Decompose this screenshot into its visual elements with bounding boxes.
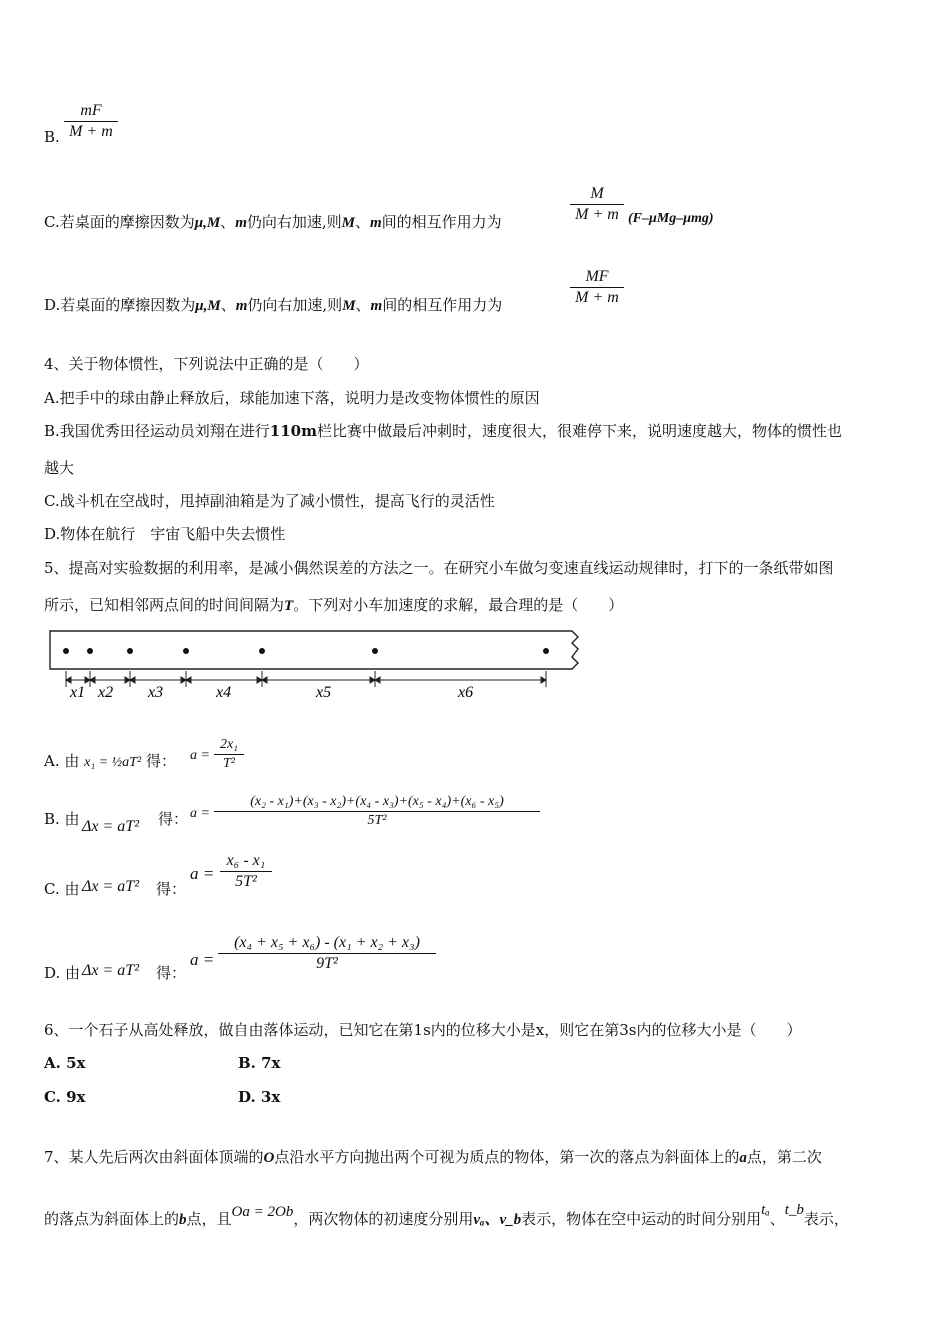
tape-dot	[372, 648, 378, 654]
option-text: 若桌面的摩擦因数为	[59, 213, 195, 231]
fraction-numerator: 2x₁	[219, 737, 239, 752]
a-equals: a =	[190, 806, 210, 821]
option-text: 若桌面的摩擦因数为	[60, 296, 196, 314]
option-b-de: 得：	[158, 810, 189, 828]
point-O: O	[263, 1150, 275, 1166]
time-b: t_b	[784, 1202, 804, 1218]
stem-text: 7、某人先后两次由斜面体顶端的	[44, 1148, 264, 1166]
q6-option-b: B. 7x	[238, 1054, 281, 1072]
fraction-numerator: (x₄ + x₅ + x₆) - (x₁ + x₂ + x₃)	[234, 934, 420, 951]
m-symbol: m	[370, 298, 383, 314]
fraction-numerator: x₆ - x₁	[226, 852, 266, 869]
option-de: 得：	[145, 752, 176, 770]
tape-label-x4: x4	[216, 684, 232, 701]
option-text-rest: 仍向右加速,则	[246, 213, 342, 231]
fraction-denominator: M + m	[575, 206, 619, 223]
option-text: B.我国优秀田径运动员刘翔在进行	[44, 422, 270, 440]
option-label: C. 由	[44, 880, 80, 898]
q3-option-c	[44, 211, 502, 232]
fraction-denominator: M + m	[575, 289, 619, 306]
q4-stem: 4、关于物体惯性，下列说法中正确的是（ ）	[44, 355, 369, 373]
q6-stem: 6、一个石子从高处释放，做自由落体运动，已知它在第1s内的位移大小是x，则它在第3s内的位移大小是（ ）	[44, 1021, 802, 1039]
q5-stem-line1: 5、提高对实验数据的利用率，是减小偶然误差的方法之一。在研究小车做匀变速直线运动规律时，打下的一条纸带如图	[44, 559, 834, 577]
a-equals: a =	[190, 748, 210, 763]
tape-dot	[259, 648, 265, 654]
option-d-de: 得：	[156, 964, 187, 982]
period-symbol: T	[284, 598, 294, 614]
fraction-numerator: MF	[585, 268, 609, 285]
q5-option-d	[44, 962, 80, 983]
option-text-tail: 间的相互作用力为	[381, 213, 502, 231]
stem-text: 点，且	[186, 1210, 232, 1228]
a-equals: a =	[190, 864, 215, 883]
stem-text: 的落点为斜面体上的	[44, 1210, 180, 1228]
M-symbol: M	[342, 298, 356, 314]
q7-stem-line2	[44, 1202, 849, 1229]
a-equals: a =	[190, 950, 215, 969]
paper-tape-diagram	[40, 625, 590, 705]
stem-text: 表示，物体在空中运动的时间分别用	[521, 1210, 762, 1228]
q3-option-c-after: (F–μMg–μmg)	[628, 211, 714, 226]
separator: 、	[769, 1210, 785, 1228]
fraction-numerator: mF	[80, 102, 102, 119]
q5-option-b-result	[214, 794, 540, 829]
tape-dots	[63, 648, 549, 654]
q6-option-a: A. 5x	[44, 1054, 86, 1072]
separator: 、	[354, 213, 370, 231]
q5-option-c-result	[220, 852, 272, 891]
separator: 、	[220, 296, 236, 314]
m-symbol: m	[235, 215, 247, 231]
tape-dot	[87, 648, 93, 654]
stem-text: 点沿水平方向抛出两个可视为质点的物体，第一次的落点为斜面体上的	[274, 1148, 740, 1166]
fraction-numerator: (x₂ - x₁)+(x₃ - x₂)+(x₄ - x₃)+(x₅ - x₄)+(x₆ - x₅)	[250, 794, 504, 809]
separator: 、	[220, 213, 236, 231]
mu-symbol: μ,M	[194, 215, 221, 231]
q4-option-b-continued: 越大	[44, 459, 75, 477]
q6-option-d: D. 3x	[238, 1088, 281, 1106]
tape-label-x3: x3	[148, 684, 164, 701]
q4-option-b	[44, 420, 842, 441]
m-symbol: m	[235, 298, 248, 314]
option-label: A. 由	[44, 752, 80, 770]
tape-label-x5: x5	[316, 684, 332, 701]
option-label: D.	[44, 296, 61, 314]
fraction-denominator: 5T²	[367, 813, 387, 828]
fraction-denominator: T²	[223, 756, 235, 771]
tape-arrows	[66, 677, 546, 683]
stem-text: 。下列对小车加速度的求解，最合理的是（ ）	[293, 596, 624, 614]
option-d-formula: Δx = aT²	[82, 962, 139, 979]
option-text-rest: 仍向右加速,则	[247, 296, 343, 314]
q3-option-b-fraction	[64, 102, 118, 141]
tape-label-x6: x6	[458, 684, 474, 701]
point-b: b	[179, 1212, 187, 1228]
mu-symbol: μ,M	[195, 298, 221, 314]
q5-option-d-result	[218, 934, 436, 973]
q7-stem-line1	[44, 1146, 822, 1167]
q6-option-c: C. 9x	[44, 1088, 86, 1106]
fraction-denominator: 9T²	[316, 955, 338, 972]
q3-option-d-fraction	[570, 268, 624, 307]
stem-text: 表示，	[803, 1210, 849, 1228]
fraction-denominator: M + m	[69, 123, 113, 140]
separator: 、	[355, 296, 371, 314]
q4-option-c: C.战斗机在空战时，甩掉副油箱是为了减小惯性，提高飞行的灵活性	[44, 492, 495, 510]
tape-dot	[183, 648, 189, 654]
option-text: 栏比赛中做最后冲刺时，速度很大，很难停下来，说明速度越大，物体的惯性也	[316, 422, 842, 440]
q5-option-b	[44, 808, 80, 829]
stem-text: 所示，已知相邻两点间的时间间隔为	[44, 596, 285, 614]
option-label: C.	[44, 213, 60, 231]
tape-label-x1: x1	[70, 684, 86, 701]
q4-option-d: D.物体在航行 宇宙飞船中失去惯性	[44, 525, 286, 543]
option-a-formula: x₁ = ½aT²	[84, 755, 142, 770]
option-c-formula: Δx = aT²	[82, 878, 139, 895]
option-label: B. 由	[44, 810, 80, 828]
q5-stem-line2	[44, 594, 623, 615]
q3-option-c-fraction	[570, 185, 624, 224]
q4-option-a: A.把手中的球由静止释放后，球能加速下落，说明力是改变物体惯性的原因	[44, 389, 540, 407]
tape-dot	[543, 648, 549, 654]
point-a: a	[739, 1150, 747, 1166]
tape-dot	[63, 648, 69, 654]
velocities: vₐ、v_b	[473, 1212, 522, 1228]
time-a: tₐ	[761, 1202, 770, 1218]
q5-option-c	[44, 878, 79, 899]
q3-option-b-label: B.	[44, 128, 60, 146]
tape-ticks	[66, 671, 546, 687]
tape-label-x2: x2	[98, 684, 114, 701]
q3-option-d	[44, 294, 502, 315]
tape-dot	[127, 648, 133, 654]
q5-option-a	[44, 750, 176, 771]
stem-text: 点，第二次	[746, 1148, 822, 1166]
option-text-tail: 间的相互作用力为	[382, 296, 503, 314]
stem-text: ，两次物体的初速度分别用	[293, 1210, 474, 1228]
relation-formula: Oa = 2Ob	[231, 1204, 294, 1220]
option-number: 110m	[269, 422, 317, 440]
option-b-formula: Δx = aT²	[82, 818, 139, 835]
m-symbol: m	[370, 215, 382, 231]
fraction-denominator: 5T²	[235, 873, 257, 890]
q5-option-a-result	[214, 737, 244, 772]
option-label: D. 由	[44, 964, 81, 982]
option-c-de: 得：	[156, 880, 187, 898]
fraction-numerator: M	[590, 185, 604, 202]
M-symbol: M	[341, 215, 355, 231]
